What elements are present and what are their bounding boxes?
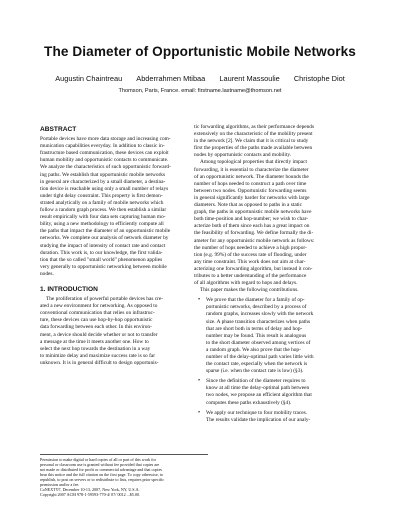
bullet-icon: • (198, 378, 201, 385)
paragraph (194, 287, 362, 294)
text-line: of an opportunistic network. The diameter bounds the (194, 173, 309, 180)
introduction-heading: 1. INTRODUCTION (40, 285, 98, 293)
text-line: permission and/or a fee. (40, 482, 80, 487)
text-line: in general are characterized by a small diameter, a destina- (40, 178, 166, 185)
text-line: CoNEXT'07, December 10-13, 2007, New York, NY, U.S.A. (40, 487, 140, 492)
text-line: two nodes, we propose an efficient algorithm that (206, 392, 312, 399)
text-line: select the next hop towards the destination in a way (40, 345, 151, 352)
text-line: data forwarding between each other. In this environ- (40, 324, 152, 331)
text-line: acterize both of them since each has a great impact on (194, 223, 310, 230)
text-line: strated analytically on a family of mobile networks which (40, 199, 164, 206)
paper-title: The Diameter of Opportunistic Mobile Networks (44, 44, 356, 59)
text-line: acterizing one forwarding algorithm, but instead it con- (194, 265, 313, 272)
text-line: the feasibility of forwarding. We define formally the di- (194, 230, 314, 237)
author-name: Christophe Diot (293, 74, 345, 83)
right-column (194, 124, 362, 427)
text-line: first the properties of the paths made available between (194, 145, 313, 152)
text-line: that are short both in terms of delay and hop- (206, 325, 303, 332)
list-item (194, 297, 362, 375)
text-line: number of hops needed to construct a path over time (194, 180, 307, 187)
text-line: The proliferation of powerful portable devices has cre- (46, 296, 164, 303)
text-line: ture, these devices can use hop-by-hop opportunistic (40, 317, 153, 324)
text-line: conventional communication that relies on infrastruc- (40, 310, 155, 317)
author-name: Augustin Chaintreau (55, 74, 123, 83)
text-line: frastructure based communication, these devices can exploit (40, 150, 169, 157)
contribution-list (194, 297, 362, 424)
text-line: tributes to a better understanding of the performance (194, 272, 307, 279)
text-line: ameter for any opportunistic mobile network as follows: (194, 237, 315, 244)
copyright-footnote (40, 454, 208, 497)
paragraph (194, 124, 362, 159)
text-line: nodes. (40, 270, 54, 277)
text-line: networks. We complete our analysis of network diameter by (40, 235, 169, 242)
text-line: duration. This work is, to our knowledge, the first valida- (40, 249, 163, 256)
text-line: the number of hops needed to achieve a high propor- (194, 244, 307, 251)
text-line: nodes by opportunistic contacts and mobility. (194, 152, 292, 159)
text-line: computes these paths exhaustively (§4). (206, 399, 292, 406)
text-line: of all algorithms with regard to hops and delays. (194, 280, 298, 287)
paragraph (194, 159, 362, 287)
text-line: portunistic networks, described by a process of (206, 304, 307, 311)
text-line: The results validate the implication of our analy- (206, 416, 311, 423)
text-line: forwarding, it is essential to characterize the diameter (194, 166, 309, 173)
text-line: Portable devices have more data storage and increasing com- (40, 136, 171, 143)
text-line: We apply our technique to four mobility traces. (206, 409, 308, 416)
bullet-icon: • (198, 409, 201, 416)
text-line: personal or classroom use is granted without fee provided that copies are (40, 462, 160, 467)
affiliation: Thomson, Paris, France. email: firstname.lastname@thomson.net (118, 88, 282, 94)
text-line: Since the definition of the diameter requires to (206, 378, 306, 385)
text-line: sparse (i.e. when the contact rate is low) (§3). (206, 368, 304, 375)
text-line: tion device is reachable using only a small number of relays (40, 185, 169, 192)
text-line: unknown. It is in general difficult to design opportunis- (40, 359, 159, 366)
text-line: republish, to post on servers or to redistribute to lists, requires prior specific (40, 477, 165, 482)
list-item (194, 410, 362, 424)
text-line: munication capabilities everyday. In addition to classic in- (40, 143, 165, 150)
text-line: in general significantly harder for networks with large (194, 194, 310, 201)
text-line: very generally to opportunistic networking between mobile (40, 263, 167, 270)
author-name: Laurent Massoulie (219, 74, 280, 83)
text-line: tion that the so called "small world" phenomenon applies (40, 256, 163, 263)
text-line: human mobility and opportunistic contacts to communicate. (40, 157, 169, 164)
text-line: in the network [2]. We claim that it is critical to study (194, 138, 309, 145)
text-line: bility, using a new methodology to efficiently compute all (40, 221, 164, 228)
text-line: Copyright 2007 ACM 978-1-59593-770-4/ 07/ 0012 ...$5.00. (40, 492, 140, 497)
text-line: This paper makes the following contributions. (200, 287, 299, 294)
abstract-body (40, 136, 208, 278)
text-line: a random graph. We also prove that the hop- (206, 346, 301, 353)
text-line: bear this notice and the full citation on the first page. To copy otherwise, to (40, 472, 163, 477)
text-line: number may be found. This result is analogous (206, 332, 307, 339)
author-name: Abderrahmen Mtibaa (136, 74, 206, 83)
text-line: ated a new environment for networking. As opposed to (40, 303, 158, 310)
text-line: random graphs, increases slowly with the network (206, 311, 314, 318)
text-line: We prove that the diameter for a family of op- (206, 297, 305, 304)
bullet-icon: • (198, 297, 201, 304)
text-line: know at all time the delay-optimal path between (206, 385, 310, 392)
text-line: result empirically with four data sets capturing human mo- (40, 214, 166, 221)
text-line: tion (e.g. 99%) of the success rate of flooding, under (194, 251, 307, 258)
text-line: between two nodes. Opportunistic forwarding seems (194, 187, 307, 194)
text-line: We analyze the characteristics of such opportunistic forward- (40, 164, 171, 171)
text-line: to minimize delay and maximize success rate is so far (40, 352, 156, 359)
text-line: both time-position and hop-number; we wish to char- (194, 216, 309, 223)
text-line: follow a random graph process. We then establish a similar (40, 207, 167, 214)
text-line: a message at the time it meets another one. How to (40, 338, 149, 345)
text-line: extensively on the characteristic of the mobility present (194, 131, 313, 138)
text-line: tic forwarding algorithms, as their performance depends (194, 124, 315, 130)
text-line: to the short diameter observed among vertices of (206, 339, 311, 346)
text-line: the paths that impact the diameter of an opportunistic mobile (40, 228, 171, 235)
text-line: ing paths. We establish that opportunistic mobile networks (40, 171, 166, 178)
left-column (40, 126, 208, 367)
list-item (194, 378, 362, 406)
text-line: Among topological properties that directly impact (200, 159, 307, 166)
text-line: number of the delay-optimal path varies little with (206, 354, 314, 360)
text-line: the contact rate, especially when the network is (206, 361, 308, 368)
text-line: diameters. Note that as opposed to paths in a static (194, 202, 303, 209)
text-line: under tight delay constraint. This property is first demon- (40, 192, 163, 199)
text-line: ment, a device should decide whether or not to transfer (40, 331, 158, 338)
text-line: studying the impact of intensity of contact rate and contact (40, 242, 166, 249)
text-line: graph, the paths in opportunistic mobile networks have (194, 209, 312, 216)
author-list (0, 74, 400, 83)
text-line: any time constraint. This work does not aim at char- (194, 258, 306, 265)
abstract-heading: ABSTRACT (40, 126, 77, 133)
text-line: size. A phase transition characterizes when paths (206, 318, 311, 325)
text-line: Permission to make digital or hard copies of all or part of this work for (40, 457, 156, 462)
text-line: not made or distributed for profit or commercial advantage and that copies (40, 467, 162, 472)
introduction-body (40, 296, 208, 367)
